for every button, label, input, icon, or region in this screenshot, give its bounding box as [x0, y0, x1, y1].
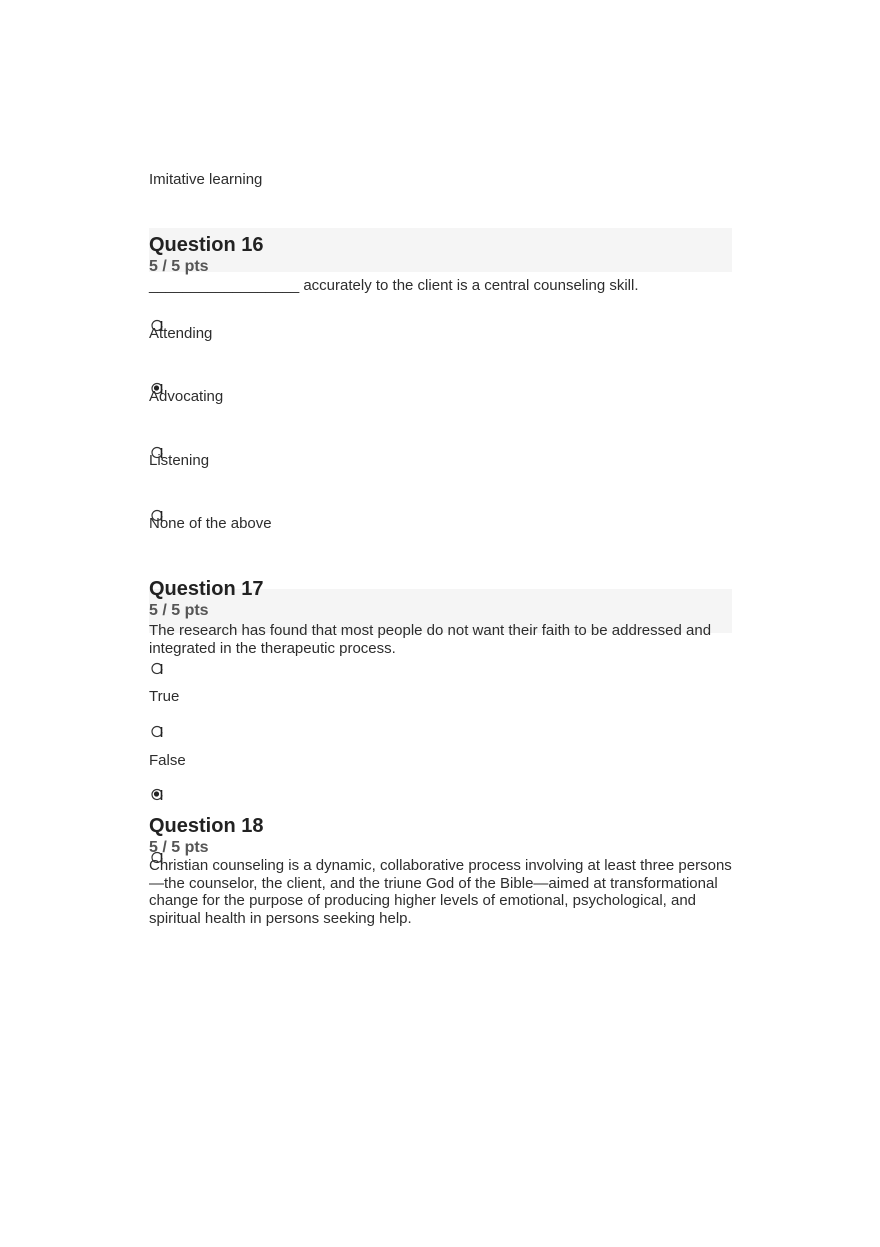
answer-option[interactable]: Listening — [149, 452, 210, 469]
question-points: 5 / 5 pts — [149, 839, 209, 856]
answer-option[interactable]: None of the above — [149, 515, 272, 532]
radio-selected-icon[interactable] — [150, 787, 164, 801]
question-prompt: The research has found that most people do not want their faith to be addressed and integrated in the therapeutic process. — [149, 622, 712, 657]
question-prompt: Christian counseling is a dynamic, collaborative process involving at least three persons—the counselor, the client, and the triune God of the Bible—aimed at transformational change for the purpose of producing higher levels of emotional, psychological, and spiritual health in persons seeking help. — [149, 857, 732, 927]
question-points: 5 / 5 pts — [149, 602, 209, 619]
radio-empty-icon[interactable] — [150, 724, 164, 738]
previous-answer-text: Imitative learning — [149, 171, 263, 188]
radio-empty-icon[interactable] — [150, 661, 164, 675]
answer-option[interactable]: Advocating — [149, 388, 224, 405]
answer-option[interactable]: Attending — [149, 325, 213, 342]
question-points: 5 / 5 pts — [149, 258, 209, 275]
answer-option[interactable]: False — [149, 752, 186, 769]
question-prompt: __________________ accurately to the client is a central counseling skill. — [149, 277, 639, 294]
question-title: Question 17 — [149, 578, 264, 600]
question-title: Question 18 — [149, 815, 264, 837]
answer-option[interactable]: True — [149, 688, 180, 705]
question-title: Question 16 — [149, 234, 264, 256]
